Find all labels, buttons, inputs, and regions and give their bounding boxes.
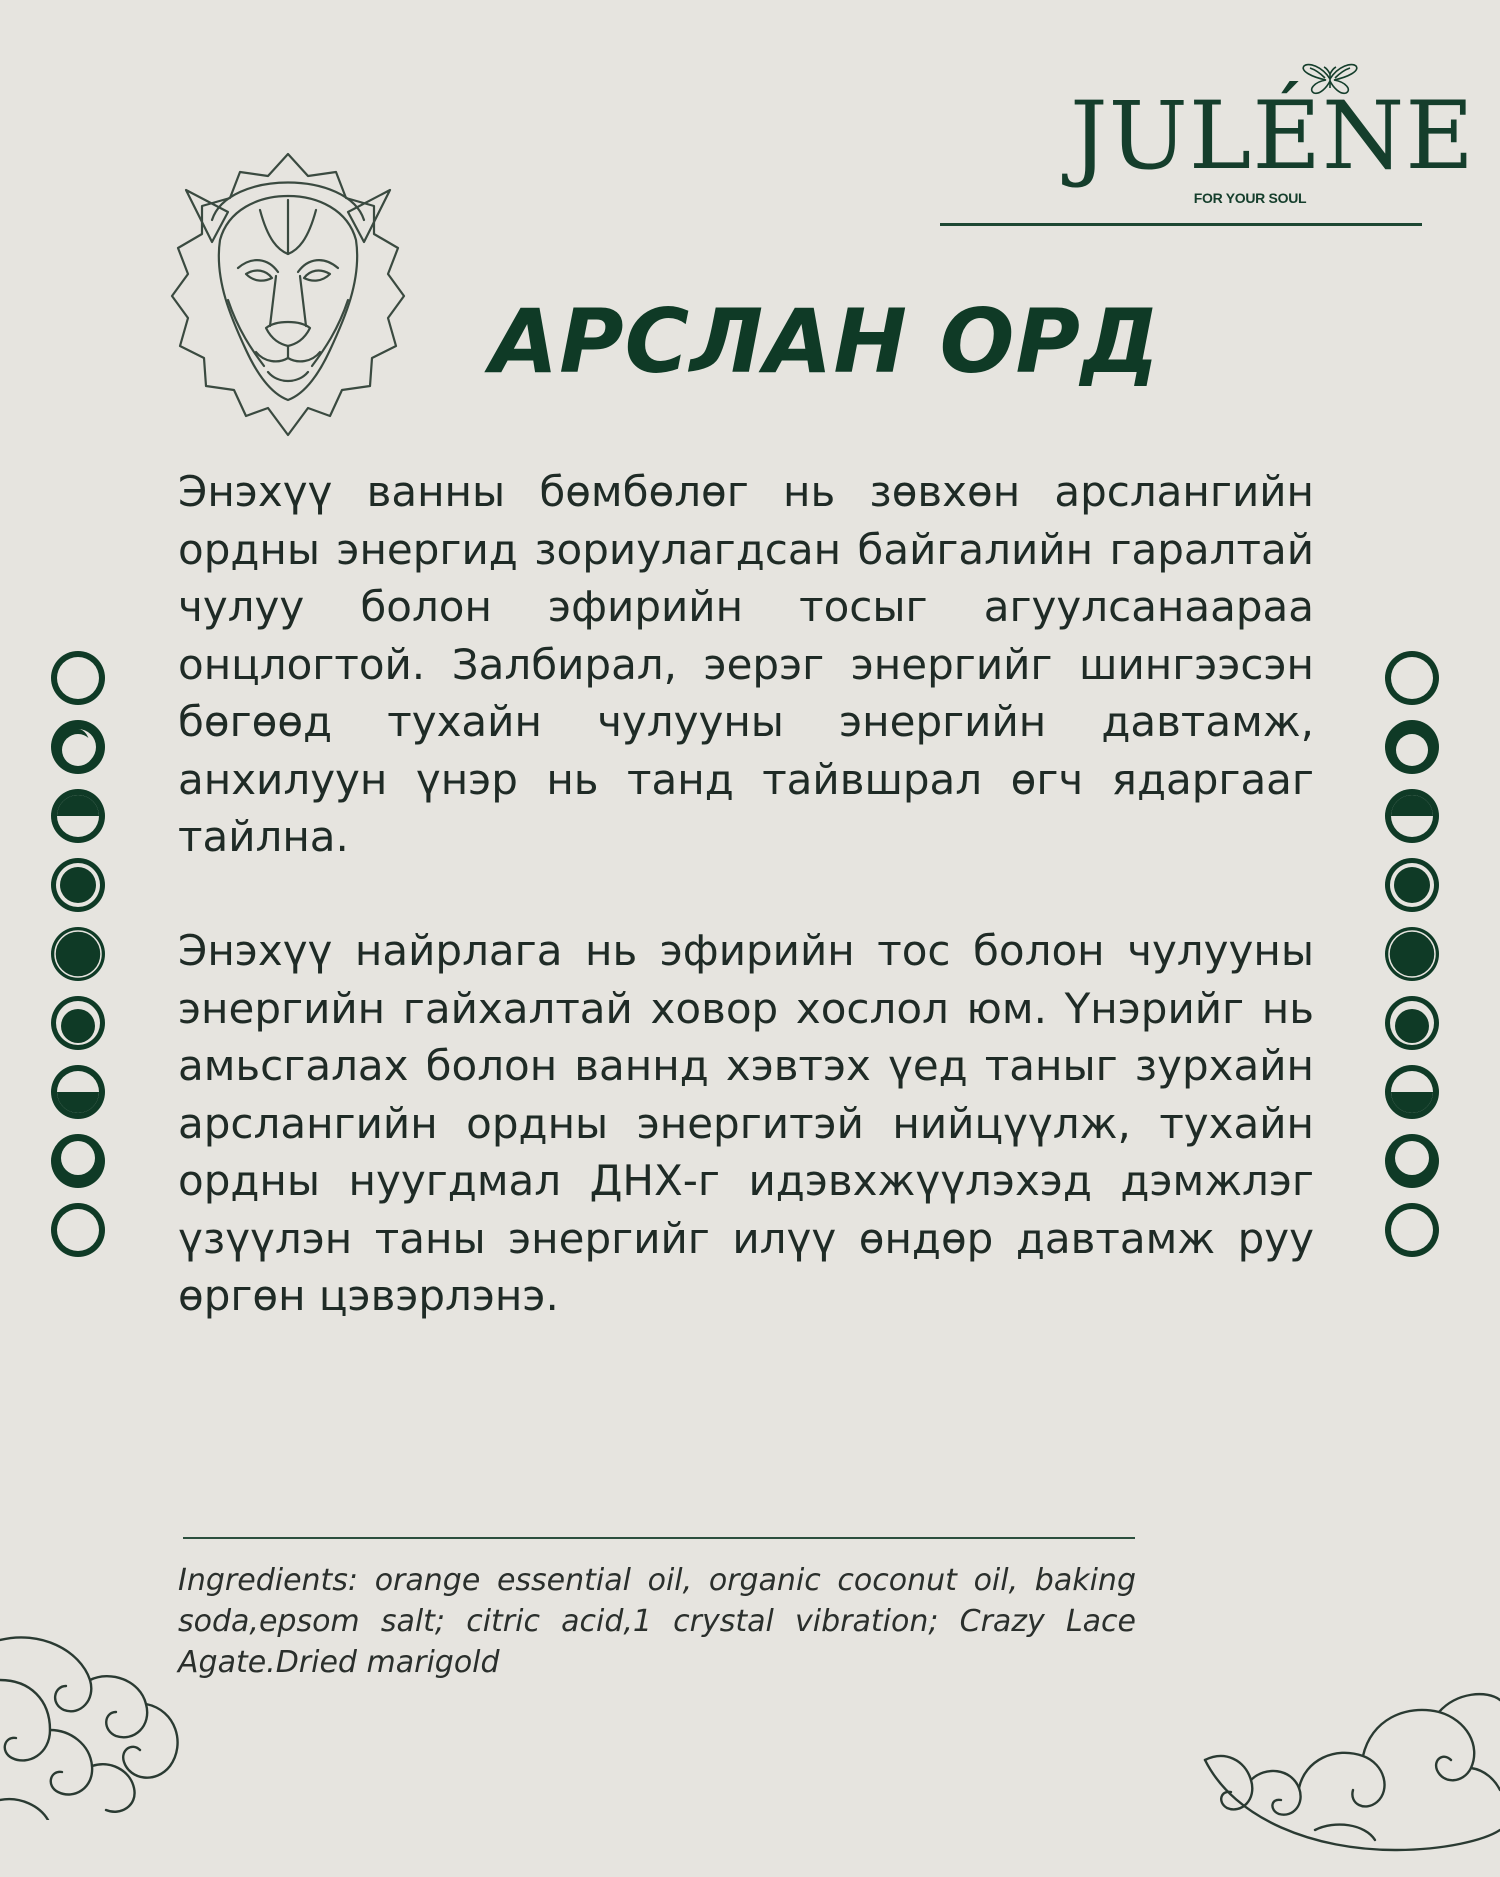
new-moon-icon — [48, 1200, 108, 1260]
waxing-crescent-icon — [1382, 717, 1442, 777]
first-quarter-icon — [1382, 786, 1442, 846]
waxing-crescent-icon — [48, 717, 108, 777]
description-paragraph: Энэхүү найрлага нь эфирийн тос болон чулууны энергийн гайхалтай ховор хослол юм. Үнэрийг нь амьсгалах болон ваннд хэвтэх үед таныг зурхайн арслангийн ордны энергитэй нийцүүлж, тухайн ордны нуугдмал ДНХ-г идэвхжүүлэхэд дэмжлэг үзүүлэн таны энергийг илүү өндөр давтамж руу өргөн цэвэрлэнэ. — [178, 926, 1314, 1320]
lion-head-icon — [168, 150, 408, 440]
first-quarter-icon — [48, 786, 108, 846]
ingredients-text: Ingredients: orange essential oil, organic coconut oil, baking soda,epsom salt; citric acid,1 crystal vibration; Crazy Lace Agate.Dried marigold — [178, 1563, 1136, 1680]
waning-crescent-icon — [1382, 1131, 1442, 1191]
brand-name: JULÉNE — [1070, 82, 1475, 191]
moon-phases-right — [1382, 648, 1442, 1269]
brand-tagline: FOR YOUR SOUL — [1193, 190, 1307, 206]
full-moon-icon — [1382, 924, 1442, 984]
description-paragraph: Энэхүү ванны бөмбөлөг нь зөвхөн арслангийн ордны энергид зориулагдсан байгалийн гаралтай чулуу болон эфирийн тосыг агуулсанаараа онцлогтой. Залбирал, эерэг энергийг шингээсэн бөгөөд тухайн чулууны энергийн давтамж, анхилуун үнэр нь танд тайвшрал өгч ядаргааг тайлна. — [178, 467, 1314, 861]
waning-crescent-icon — [48, 1131, 108, 1191]
cloud-ornament-icon — [1195, 1680, 1500, 1877]
waning-gibbous-icon — [48, 993, 108, 1053]
waxing-gibbous-icon — [1382, 855, 1442, 915]
page-title: АРСЛАН ОРД — [490, 290, 1161, 393]
cloud-ornament-icon — [0, 1620, 190, 1820]
new-moon-icon — [1382, 648, 1442, 708]
brand-logo — [1060, 60, 1475, 230]
last-quarter-icon — [1382, 1062, 1442, 1122]
waning-gibbous-icon — [1382, 993, 1442, 1053]
last-quarter-icon — [48, 1062, 108, 1122]
ingredients-divider — [183, 1537, 1135, 1539]
waxing-gibbous-icon — [48, 855, 108, 915]
moon-phases-left — [48, 648, 108, 1269]
new-moon-icon — [48, 648, 108, 708]
header-divider — [940, 223, 1422, 226]
new-moon-icon — [1382, 1200, 1442, 1260]
full-moon-icon — [48, 924, 108, 984]
